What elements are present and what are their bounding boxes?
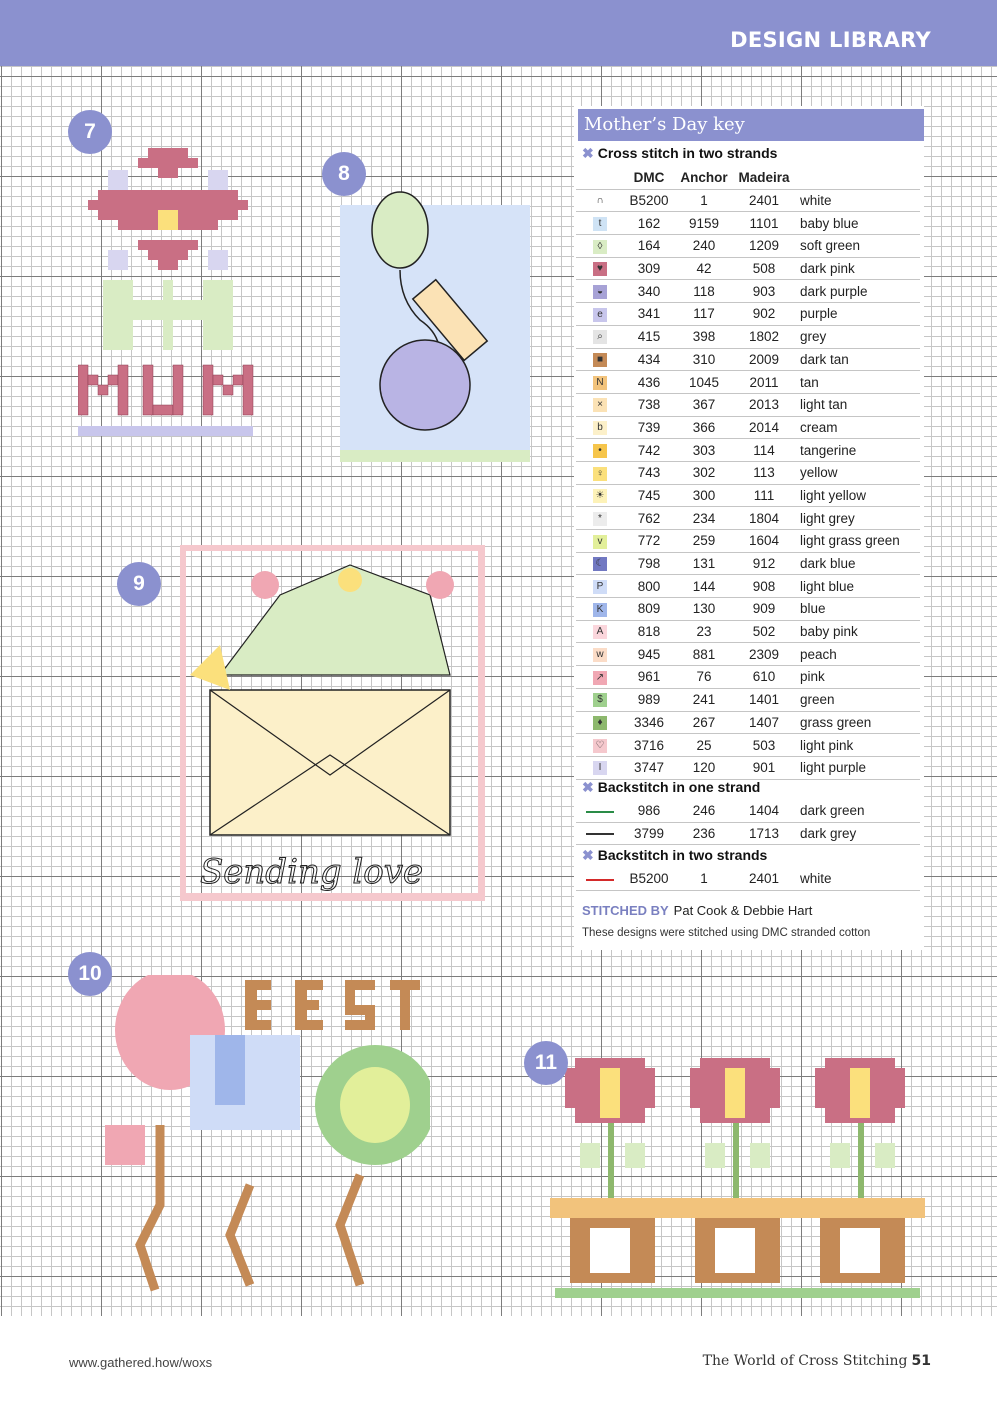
key-row (576, 507, 920, 530)
anchor-code: 398 (674, 325, 734, 348)
anchor-code: 881 (674, 643, 734, 666)
motif-7-flower-mum (78, 140, 258, 440)
anchor-code: 241 (674, 688, 734, 711)
thread-name: soft green (794, 235, 920, 258)
dmc-code: 800 (624, 575, 674, 598)
motif-10-best (100, 975, 430, 1310)
key-row (576, 666, 920, 689)
thread-name: light tan (794, 393, 920, 416)
dmc-code: 809 (624, 598, 674, 621)
thread-name: dark grey (794, 822, 920, 845)
thread-name: dark blue (794, 552, 920, 575)
anchor-code: 1045 (674, 371, 734, 394)
key-row (576, 235, 920, 258)
dmc-code: 436 (624, 371, 674, 394)
thread-name: tangerine (794, 439, 920, 462)
dmc-code: 772 (624, 530, 674, 553)
cross-icon: ✖ (582, 145, 594, 161)
key-table (576, 167, 920, 780)
madeira-code: 1802 (734, 325, 794, 348)
madeira-code: 111 (734, 484, 794, 507)
backstitch-row (576, 868, 920, 890)
thread-symbol: ↗ (593, 671, 607, 685)
key-panel (574, 106, 924, 950)
madeira-code: 1713 (734, 822, 794, 845)
dmc-code: 743 (624, 461, 674, 484)
anchor-code: 303 (674, 439, 734, 462)
madeira-code: 2401 (734, 189, 794, 212)
dmc-code: 3716 (624, 734, 674, 757)
thread-name: light grass green (794, 530, 920, 553)
anchor-code: 1 (674, 189, 734, 212)
key-row (576, 711, 920, 734)
thread-name: pink (794, 666, 920, 689)
backstitch-two-heading: ✖ Backstitch in two strands (582, 847, 768, 863)
dmc-code: 3346 (624, 711, 674, 734)
thread-name: dark tan (794, 348, 920, 371)
backstitch-row (576, 822, 920, 845)
thread-name: light purple (794, 756, 920, 779)
thread-name: baby blue (794, 212, 920, 235)
thread-name: light blue (794, 575, 920, 598)
anchor-code: 310 (674, 348, 734, 371)
badge-9: 9 (117, 562, 161, 606)
madeira-code: 1401 (734, 688, 794, 711)
backstitch-two-table (576, 868, 920, 891)
key-row (576, 598, 920, 621)
madeira-code: 908 (734, 575, 794, 598)
dmc-code: 798 (624, 552, 674, 575)
thread-symbol: v (593, 535, 607, 549)
thread-symbol: $ (593, 693, 607, 707)
thread-symbol: ☾ (593, 557, 607, 571)
anchor-code: 300 (674, 484, 734, 507)
key-row (576, 325, 920, 348)
thread-symbol: w (593, 648, 607, 662)
dmc-code: 762 (624, 507, 674, 530)
thread-symbol: K (593, 603, 607, 617)
anchor-code: 118 (674, 280, 734, 303)
badge-8: 8 (322, 152, 366, 196)
thread-symbol: ■ (593, 353, 607, 367)
thread-name: dark purple (794, 280, 920, 303)
key-row (576, 439, 920, 462)
anchor-code: 144 (674, 575, 734, 598)
madeira-code: 1604 (734, 530, 794, 553)
key-header-row (576, 167, 920, 189)
anchor-code: 23 (674, 620, 734, 643)
key-row (576, 643, 920, 666)
thread-name: white (794, 189, 920, 212)
dmc-code: B5200 (624, 189, 674, 212)
anchor-code: 234 (674, 507, 734, 530)
thread-name: grey (794, 325, 920, 348)
thread-name: light pink (794, 734, 920, 757)
thread-name: grass green (794, 711, 920, 734)
dmc-code: 739 (624, 416, 674, 439)
dmc-code: 742 (624, 439, 674, 462)
madeira-code: 903 (734, 280, 794, 303)
anchor-code: 240 (674, 235, 734, 258)
madeira-code: 901 (734, 756, 794, 779)
backstitch-line (586, 879, 614, 881)
dmc-code: 961 (624, 666, 674, 689)
thread-symbol: I (593, 761, 607, 775)
dmc-code: 818 (624, 620, 674, 643)
madeira-code: 508 (734, 257, 794, 280)
madeira-code: 113 (734, 461, 794, 484)
thread-symbol: A (593, 625, 607, 639)
madeira-code: 1804 (734, 507, 794, 530)
key-row (576, 393, 920, 416)
key-row (576, 348, 920, 371)
thread-name: dark green (794, 800, 920, 822)
thread-name: cream (794, 416, 920, 439)
key-row (576, 280, 920, 303)
motif-9-envelope (180, 545, 485, 905)
thread-symbol: ♥ (593, 262, 607, 276)
anchor-code: 246 (674, 800, 734, 822)
cross-icon: ✖ (582, 847, 594, 863)
motif-9-caption: Sending love (200, 852, 424, 892)
madeira-code: 1407 (734, 711, 794, 734)
madeira-code: 1209 (734, 235, 794, 258)
dmc-code: 164 (624, 235, 674, 258)
dmc-code: 3799 (624, 822, 674, 845)
madeira-code: 114 (734, 439, 794, 462)
section-title: DESIGN LIBRARY (730, 28, 931, 52)
thread-symbol: N (593, 376, 607, 390)
anchor-code: 42 (674, 257, 734, 280)
backstitch-one-table (576, 800, 920, 845)
madeira-code: 912 (734, 552, 794, 575)
header-bar (0, 0, 997, 66)
dmc-code: 309 (624, 257, 674, 280)
madeira-code: 1404 (734, 800, 794, 822)
anchor-code: 130 (674, 598, 734, 621)
key-row (576, 461, 920, 484)
madeira-code: 2011 (734, 371, 794, 394)
backstitch-row (576, 800, 920, 822)
anchor-code: 302 (674, 461, 734, 484)
anchor-code: 267 (674, 711, 734, 734)
anchor-code: 259 (674, 530, 734, 553)
backstitch-one-heading: ✖ Backstitch in one strand (582, 779, 761, 795)
key-row (576, 484, 920, 507)
badge-10: 10 (68, 952, 112, 996)
cross-icon: ✖ (582, 779, 594, 795)
thread-symbol: * (593, 512, 607, 526)
thread-name: green (794, 688, 920, 711)
thread-name: tan (794, 371, 920, 394)
key-row (576, 575, 920, 598)
thread-name: light grey (794, 507, 920, 530)
key-row (576, 189, 920, 212)
motif-11-flowerpots (550, 1048, 925, 1303)
dmc-code: 341 (624, 303, 674, 326)
madeira-code: 503 (734, 734, 794, 757)
col-anchor: Anchor (674, 167, 734, 189)
anchor-code: 367 (674, 393, 734, 416)
col-madeira: Madeira (734, 167, 794, 189)
thread-symbol: e (593, 308, 607, 322)
key-row (576, 530, 920, 553)
madeira-code: 502 (734, 620, 794, 643)
thread-symbol: t (593, 217, 607, 231)
key-row (576, 756, 920, 779)
thread-name: peach (794, 643, 920, 666)
anchor-code: 131 (674, 552, 734, 575)
dmc-code: 738 (624, 393, 674, 416)
dmc-code: 745 (624, 484, 674, 507)
thread-symbol: ◊ (593, 240, 607, 254)
thread-name: light yellow (794, 484, 920, 507)
madeira-code: 610 (734, 666, 794, 689)
dmc-code: 415 (624, 325, 674, 348)
dmc-code: 945 (624, 643, 674, 666)
anchor-code: 25 (674, 734, 734, 757)
footer-url: www.gathered.how/woxs (69, 1355, 213, 1370)
key-row (576, 688, 920, 711)
thread-name: dark pink (794, 257, 920, 280)
madeira-code: 2309 (734, 643, 794, 666)
madeira-code: 2401 (734, 868, 794, 890)
dmc-code: 989 (624, 688, 674, 711)
backstitch-line (586, 811, 614, 813)
thread-symbol: ⌕ (593, 330, 607, 344)
thread-symbol: ☀ (593, 489, 607, 503)
dmc-code: 162 (624, 212, 674, 235)
cross-stitch-heading: ✖ Cross stitch in two strands (582, 145, 778, 161)
col-dmc: DMC (624, 167, 674, 189)
thread-symbol: • (593, 444, 607, 458)
thread-symbol: P (593, 580, 607, 594)
thread-symbol: ♀ (593, 467, 607, 481)
key-row (576, 552, 920, 575)
key-row (576, 303, 920, 326)
thread-symbol: b (593, 421, 607, 435)
badge-11: 11 (524, 1041, 568, 1085)
stitched-by: STITCHED BY Pat Cook & Debbie Hart (582, 903, 813, 918)
anchor-code: 120 (674, 756, 734, 779)
motif-8-balloon (340, 190, 535, 470)
madeira-code: 909 (734, 598, 794, 621)
thread-symbol: ◒ (593, 285, 607, 299)
thread-name: white (794, 868, 920, 890)
madeira-code: 902 (734, 303, 794, 326)
anchor-code: 236 (674, 822, 734, 845)
thread-name: blue (794, 598, 920, 621)
footer-magazine: The World of Cross Stitching 51 (702, 1353, 931, 1369)
thread-note: These designs were stitched using DMC stranded cotton (582, 927, 871, 939)
dmc-code: 340 (624, 280, 674, 303)
madeira-code: 2013 (734, 393, 794, 416)
dmc-code: 986 (624, 800, 674, 822)
madeira-code: 2009 (734, 348, 794, 371)
anchor-code: 117 (674, 303, 734, 326)
dmc-code: B5200 (624, 868, 674, 890)
badge-7: 7 (68, 110, 112, 154)
key-row (576, 620, 920, 643)
key-row (576, 212, 920, 235)
key-row (576, 257, 920, 280)
madeira-code: 2014 (734, 416, 794, 439)
key-row (576, 371, 920, 394)
key-row (576, 416, 920, 439)
thread-name: purple (794, 303, 920, 326)
thread-symbol: ♦ (593, 716, 607, 730)
anchor-code: 76 (674, 666, 734, 689)
key-row (576, 734, 920, 757)
anchor-code: 1 (674, 868, 734, 890)
thread-symbol: × (593, 398, 607, 412)
thread-name: baby pink (794, 620, 920, 643)
dmc-code: 434 (624, 348, 674, 371)
anchor-code: 9159 (674, 212, 734, 235)
page-number: 51 (911, 1353, 931, 1369)
thread-name: yellow (794, 461, 920, 484)
dmc-code: 3747 (624, 756, 674, 779)
madeira-code: 1101 (734, 212, 794, 235)
backstitch-line (586, 833, 614, 835)
thread-symbol: ∩ (593, 194, 607, 208)
anchor-code: 366 (674, 416, 734, 439)
thread-symbol: ♡ (593, 739, 607, 753)
key-title: Mother’s Day key (578, 109, 924, 141)
